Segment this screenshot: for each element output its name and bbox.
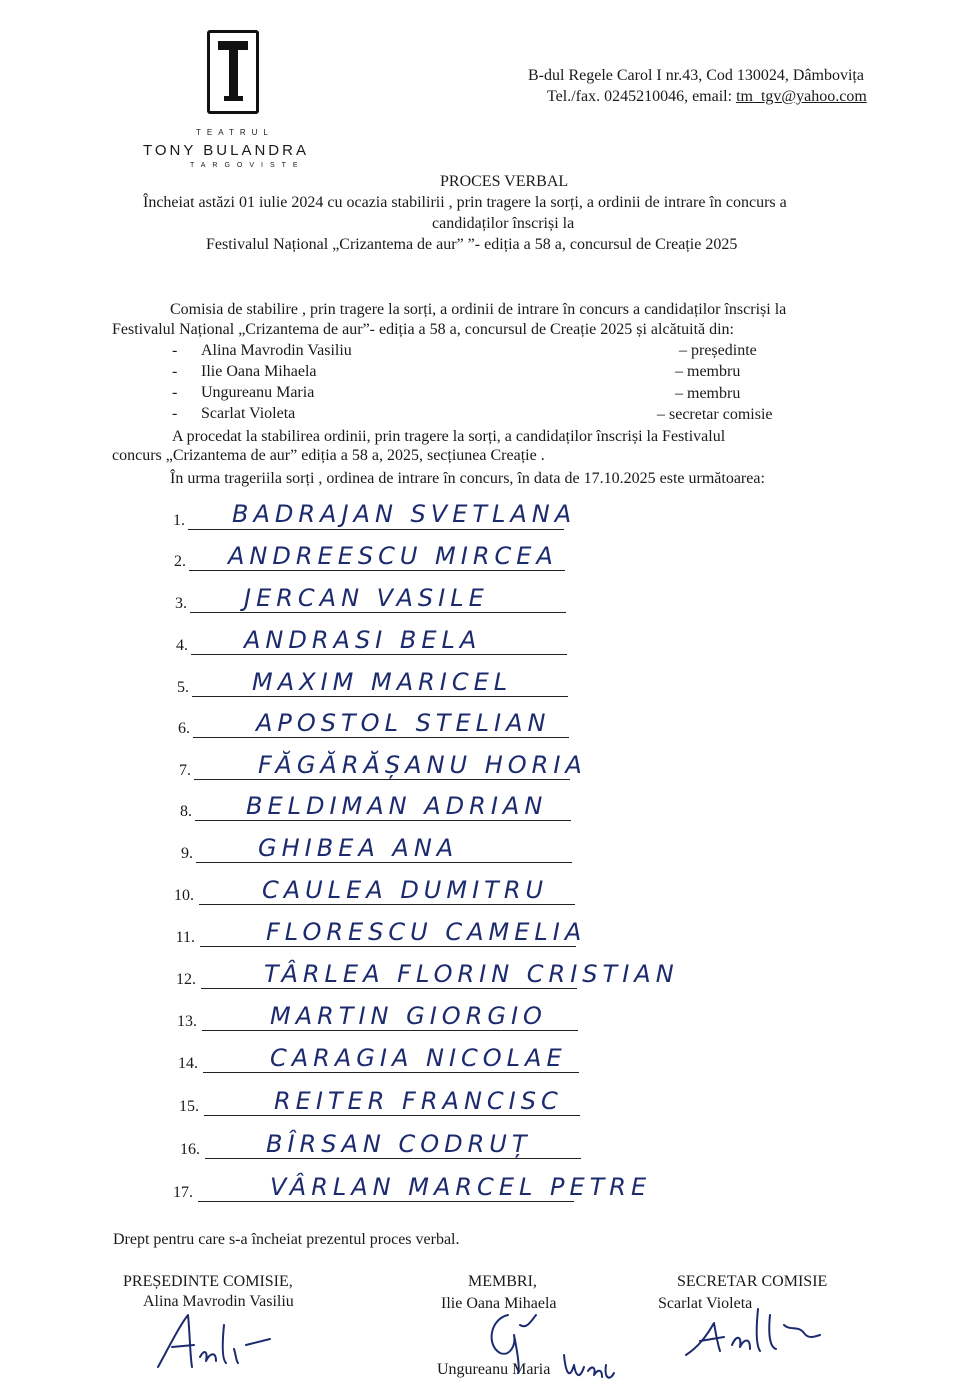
candidate-number: 12. <box>176 971 196 988</box>
committee-member-name: Alina Mavrodin Vasiliu <box>201 342 352 359</box>
secretary-signature <box>680 1295 830 1365</box>
candidate-name: JERCAN VASILE <box>244 584 489 612</box>
closing-statement: Drept pentru care s-a încheiat prezentul proces verbal. <box>113 1231 460 1248</box>
candidate-line <box>198 1201 574 1202</box>
secretary-title: SECRETAR COMISIE <box>677 1273 828 1290</box>
candidate-number: 1. <box>173 512 185 529</box>
committee-member-role: – secretar comisie <box>657 406 773 423</box>
candidate-line <box>192 696 568 697</box>
committee-member-name: Scarlat Violeta <box>201 405 296 422</box>
president-title: PREȘEDINTE COMISIE, <box>123 1273 293 1290</box>
committee-member-role: – președinte <box>679 342 757 359</box>
candidate-number: 7. <box>179 762 191 779</box>
candidate-number: 16. <box>180 1141 200 1158</box>
candidate-line <box>188 529 564 530</box>
candidate-line <box>193 737 569 738</box>
candidate-number: 15. <box>179 1098 199 1115</box>
heading-line-2: candidaților înscriși la <box>432 215 575 232</box>
candidate-name: BADRAJAN SVETLANA <box>232 500 577 528</box>
candidate-line <box>202 1030 578 1031</box>
candidate-line <box>196 862 572 863</box>
heading-line-1: Încheiat astăzi 01 iulie 2024 cu ocazia stabilirii , prin tragere la sorți, a ordinii de intrare în concurs a <box>143 194 787 211</box>
member-2-signature <box>560 1345 620 1385</box>
candidate-name: CAULEA DUMITRU <box>262 876 549 904</box>
candidate-name: CARAGIA NICOLAE <box>270 1044 567 1072</box>
candidate-line <box>199 904 575 905</box>
candidate-line <box>203 1072 579 1073</box>
paragraph-1-line-2: Festivalul Național „Crizantema de aur”- ediția a 58 a, concursul de Creație 2025 și alcătuită din: <box>112 321 734 338</box>
member-1-name: Ilie Oana Mihaela <box>441 1295 557 1312</box>
member-2-name: Ungureanu Maria <box>437 1361 551 1378</box>
contact-line <box>547 87 867 107</box>
candidate-line <box>195 820 571 821</box>
candidate-number: 2. <box>174 553 186 570</box>
committee-member-role: – membru <box>675 363 741 380</box>
candidate-line <box>200 946 576 947</box>
candidate-line <box>191 654 567 655</box>
contact-address: B-dul Regele Carol I nr.43, Cod 130024, Dâmbovița <box>528 67 864 84</box>
candidate-name: TÂRLEA FLORIN CRISTIAN <box>264 960 679 988</box>
president-name: Alina Mavrodin Vasiliu <box>143 1293 294 1310</box>
candidate-name: BÎRSAN CODRUȚ <box>266 1130 532 1158</box>
candidate-number: 14. <box>178 1055 198 1072</box>
committee-member-role: – membru <box>675 385 741 402</box>
member-1-signature <box>480 1305 550 1375</box>
committee-member-name: Ilie Oana Mihaela <box>201 363 317 380</box>
candidate-line <box>201 988 577 989</box>
candidate-number: 11. <box>175 929 195 946</box>
paragraph-2-line-2: concurs „Crizantema de aur” ediția a 58 a, 2025, secțiunea Creație . <box>112 447 545 464</box>
candidate-name: MARTIN GIORGIO <box>270 1002 547 1030</box>
candidate-line <box>204 1115 580 1116</box>
candidate-name: FĂGĂRĂȘANU HORIA <box>258 751 587 779</box>
candidate-name: VÂRLAN MARCEL PETRE <box>270 1173 652 1201</box>
candidate-name: BELDIMAN ADRIAN <box>246 792 548 820</box>
document-title: PROCES VERBAL <box>440 173 569 190</box>
candidate-name: ANDREESCU MIRCEA <box>228 542 558 570</box>
candidate-line <box>194 779 570 780</box>
contact-phone: Tel./fax. 0245210046, email: <box>547 88 737 105</box>
candidate-number: 8. <box>180 803 192 820</box>
president-signature <box>150 1305 290 1375</box>
candidate-name: MAXIM MARICEL <box>252 668 513 696</box>
candidate-line <box>190 612 566 613</box>
candidate-name: ANDRASI BELA <box>244 626 482 654</box>
members-title: MEMBRI, <box>468 1273 537 1290</box>
candidate-name: REITER FRANCISC <box>274 1087 563 1115</box>
theatre-logo <box>207 30 259 114</box>
candidate-number: 17. <box>173 1184 193 1201</box>
paragraph-3: În urma trageriila sorți , ordinea de intrare în concurs, în data de 17.10.2025 este următoarea: <box>170 470 765 487</box>
candidate-line <box>205 1158 581 1159</box>
committee-member-name: Ungureanu Maria <box>201 384 315 401</box>
candidate-name: APOSTOL STELIAN <box>256 709 551 737</box>
logo-teatrul: TEATRUL <box>196 128 274 137</box>
candidate-name: GHIBEA ANA <box>258 834 459 862</box>
candidate-number: 6. <box>178 720 190 737</box>
candidate-number: 10. <box>174 887 194 904</box>
candidate-name: FLORESCU CAMELIA <box>266 918 587 946</box>
logo-name: TONY BULANDRA <box>143 142 309 159</box>
contact-email-link[interactable]: tm_tgv@yahoo.com <box>736 88 867 105</box>
candidate-number: 9. <box>181 845 193 862</box>
heading-line-3: Festivalul Național „Crizantema de aur” ”- ediția a 58 a, concursul de Creație 2025 <box>206 236 738 253</box>
candidate-number: 4. <box>176 637 188 654</box>
candidate-number: 5. <box>177 679 189 696</box>
candidate-line <box>189 570 565 571</box>
secretary-name: Scarlat Violeta <box>658 1295 753 1312</box>
paragraph-2-line-1: A procedat la stabilirea ordinii, prin tragere la sorți, a candidaților înscriși la Festivalul <box>172 428 726 445</box>
candidate-number: 13. <box>177 1013 197 1030</box>
logo-city: TARGOVISTE <box>190 162 305 169</box>
candidate-number: 3. <box>175 595 187 612</box>
paragraph-1-line-1: Comisia de stabilire , prin tragere la sorți, a ordinii de intrare în concurs a candidaților înscriși la <box>170 301 787 318</box>
